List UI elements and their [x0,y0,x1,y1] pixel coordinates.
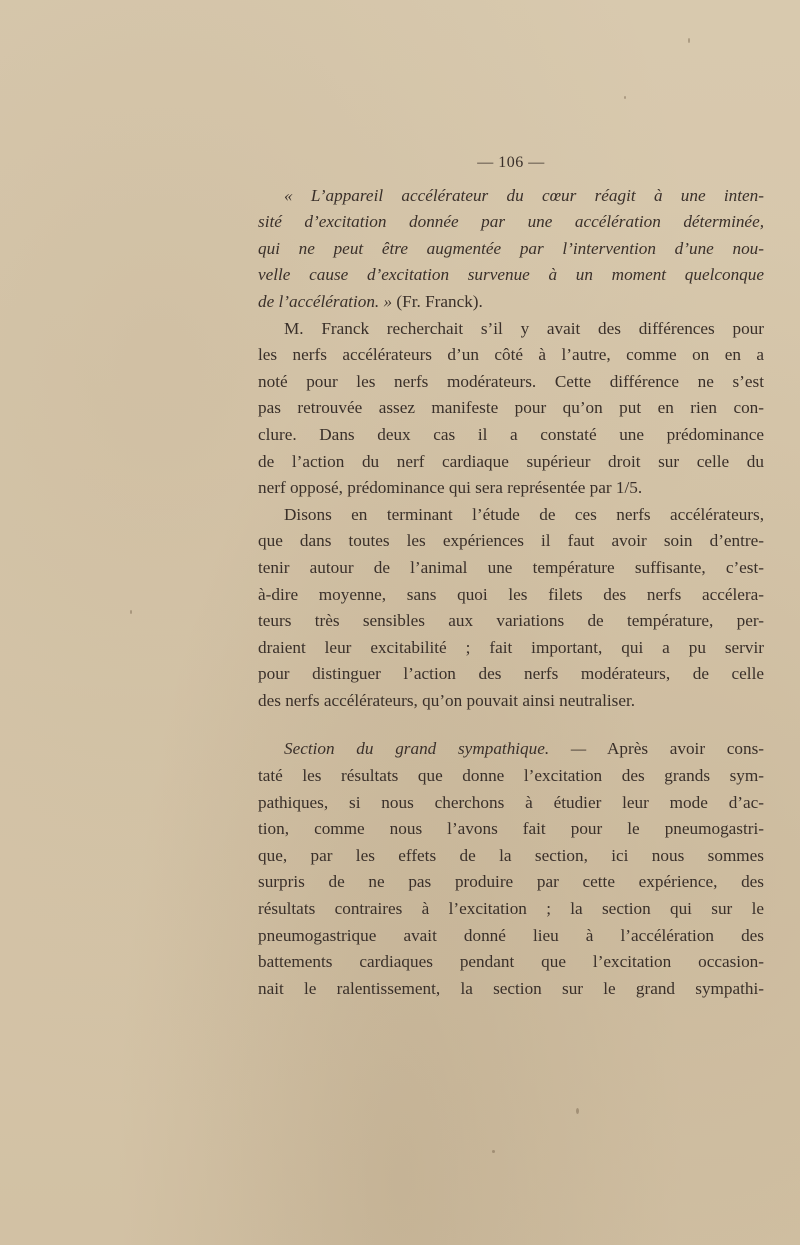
quote-last-line [258,289,764,316]
paper-speck [492,1150,495,1153]
text-block [258,150,764,1002]
paragraph-line: draient leur excitabilité ; fait important, qui a pu servir [258,637,764,657]
paper-speck [576,1108,579,1114]
page-number: — 106 — [477,154,545,171]
paragraph-line: des nerfs accélérateurs, qu’on pouvait ainsi neutraliser. [258,690,636,710]
quote-block [258,183,764,316]
section-gap [258,714,764,736]
paragraph-line: nait le ralentissement, la section sur le grand sympathi- [258,978,764,998]
paper-speck [130,610,132,614]
paper-speck [688,38,690,43]
paragraph-line: nerf opposé, prédominance qui sera représentée par 1/5. [258,478,643,498]
paragraph-line: clure. Dans deux cas il a constaté une prédominance [258,424,764,444]
paper-speck [624,96,626,99]
section-heading: Section du grand sympathique. — [284,739,587,759]
paragraph-line: les nerfs accélérateurs d’un côté à l’autre, comme on en a [258,345,764,365]
section-grand-sympathique [258,736,764,1002]
paragraph-line: pneumogastrique avait donné lieu à l’accélération des [258,925,764,945]
paragraph-line: taté les résultats que donne l’excitation des grands sym- [258,766,764,786]
paragraph-line: que, par les effets de la section, ici nous sommes [258,845,764,865]
quote-line: qui ne peut être augmentée par l’intervention d’une nou- [258,238,764,258]
quote-line: « L’appareil accélérateur du cœur réagit à une inten- [284,185,764,205]
quote-line: sité d’excitation donnée par une accélération déterminée, [258,212,764,232]
paragraph-line: de l’action du nerf cardiaque supérieur droit sur celle du [258,451,764,471]
section-first-line [258,736,764,763]
paragraph-line: tenir autour de l’animal une température suffisante, c’est- [258,557,764,577]
quote-source: (Fr. Franck). [396,291,483,311]
paragraph-line: pas retrouvée assez manifeste pour qu’on put en rien con- [258,398,764,418]
paragraph-line: pathiques, si nous cherchons à étudier leur mode d’ac- [258,792,764,812]
paragraph-line: M. Franck recherchait s’il y avait des différences pour [284,318,764,338]
paragraph-line: surpris de ne pas produire par cette expérience, des [258,872,764,892]
quote-line: de l’accélération. » [258,291,393,311]
paragraph-line: Disons en terminant l’étude de ces nerfs accélérateurs, [284,504,764,524]
paragraph-line: résultats contraires à l’excitation ; la section qui sur le [258,899,764,919]
paragraph-franck [258,316,764,502]
paragraph-line: que dans toutes les expériences il faut avoir soin d’entre- [258,531,764,551]
paragraph-line: noté pour les nerfs modérateurs. Cette différence ne s’est [258,371,764,391]
paragraph-disons [258,502,764,715]
paragraph-line: pour distinguer l’action des nerfs modérateurs, de celle [258,664,764,684]
paragraph-line: tion, comme nous l’avons fait pour le pneumogastri- [258,819,764,839]
paragraph-line: à-dire moyenne, sans quoi les filets des nerfs accélera- [258,584,764,604]
paragraph-line: teurs très sensibles aux variations de température, per- [258,611,764,631]
quote-line: velle cause d’excitation survenue à un moment quelconque [258,265,764,285]
paragraph-line: battements cardiaques pendant que l’excitation occasion- [258,952,764,972]
section-first-line-text: Après avoir cons- [606,739,764,759]
